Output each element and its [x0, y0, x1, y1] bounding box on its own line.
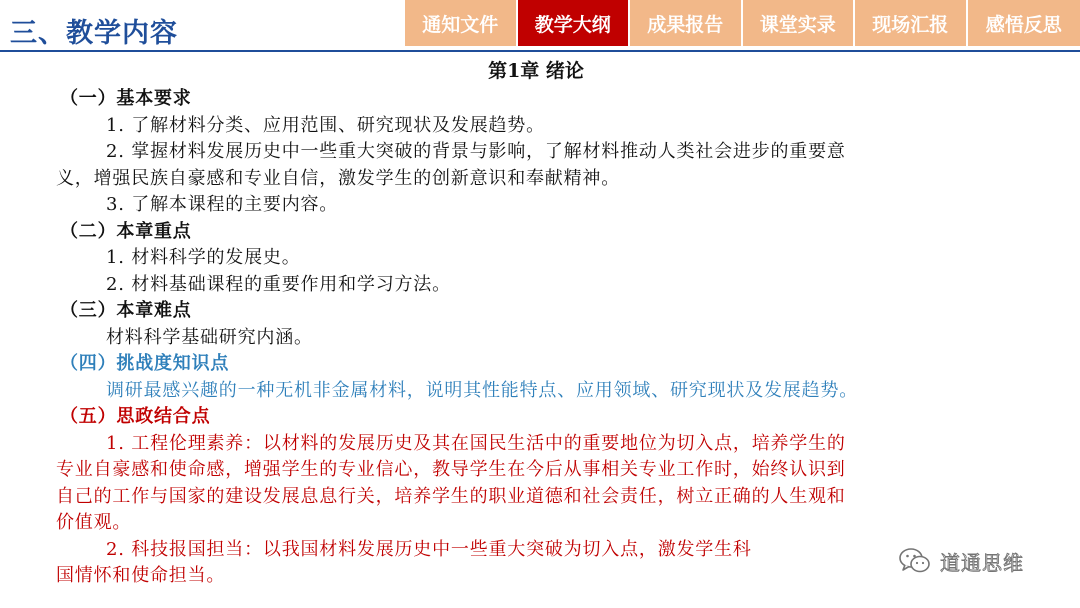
header-divider — [0, 50, 1080, 52]
chapter-title: 第1章 绪论 — [488, 60, 584, 82]
list-item: 2. 掌握材料发展历史中一些重大突破的背景与影响，了解材料推动人类社会进步的重要意 — [106, 141, 846, 162]
wechat-icon — [898, 546, 932, 576]
watermark-text: 道通思维 — [940, 550, 1024, 575]
section-heading-difficulties: （三）本章难点 — [60, 300, 192, 321]
list-item: 2. 材料基础课程的重要作用和学习方法。 — [106, 273, 451, 295]
tab-bar — [405, 0, 1080, 46]
header-bar — [0, 0, 1080, 58]
list-item-continuation: 专业自豪感和使命感，增强学生的专业信心，教导学生在今后从事相关专业工作时，始终认识到 — [56, 459, 846, 480]
list-item-continuation: 国情怀和使命担当。 — [56, 565, 226, 586]
list-item: 2. 科技报国担当：以我国材料发展历史中一些重大突破为切入点，激发学生科 — [106, 538, 752, 560]
page-title: 三、教学内容 — [10, 18, 178, 49]
watermark — [898, 546, 1024, 576]
tab-reflection[interactable]: 感悟反思 — [968, 0, 1080, 46]
section-heading-ideology: （五）思政结合点 — [60, 406, 211, 427]
section-text: 调研最感兴趣的一种无机非金属材料，说明其性能特点、应用领域、研究现状及发展趋势。 — [106, 379, 858, 401]
section-heading-basic-requirements: （一）基本要求 — [60, 88, 192, 109]
list-item: 3. 了解本课程的主要内容。 — [106, 194, 339, 215]
list-item-continuation: 自己的工作与国家的建设发展息息行关，培养学生的职业道德和社会责任，树立正确的人生观和 — [56, 485, 846, 507]
list-item: 1. 了解材料分类、应用范围、研究现状及发展趋势。 — [106, 114, 545, 136]
list-item: 1. 材料科学的发展史。 — [106, 247, 301, 268]
tab-classroom-record[interactable]: 课堂实录 — [743, 0, 856, 46]
syllabus-content — [56, 56, 1056, 590]
list-item: 1. 工程伦理素养：以材料的发展历史及其在国民生活中的重要地位为切入点，培养学生的 — [106, 432, 846, 454]
tab-outcome-report[interactable]: 成果报告 — [630, 0, 743, 46]
tab-syllabus[interactable]: 教学大纲 — [518, 0, 631, 46]
section-heading-key-points: （二）本章重点 — [60, 220, 192, 242]
list-item-continuation: 义，增强民族自豪感和专业自信，激发学生的创新意识和奉献精神。 — [56, 167, 620, 189]
section-text: 材料科学基础研究内涵。 — [106, 326, 313, 348]
section-heading-challenge: （四）挑战度知识点 — [60, 353, 230, 374]
tab-notice-files[interactable]: 通知文件 — [405, 0, 518, 46]
list-item-continuation: 价值观。 — [56, 512, 132, 533]
tab-onsite-report[interactable]: 现场汇报 — [855, 0, 968, 46]
